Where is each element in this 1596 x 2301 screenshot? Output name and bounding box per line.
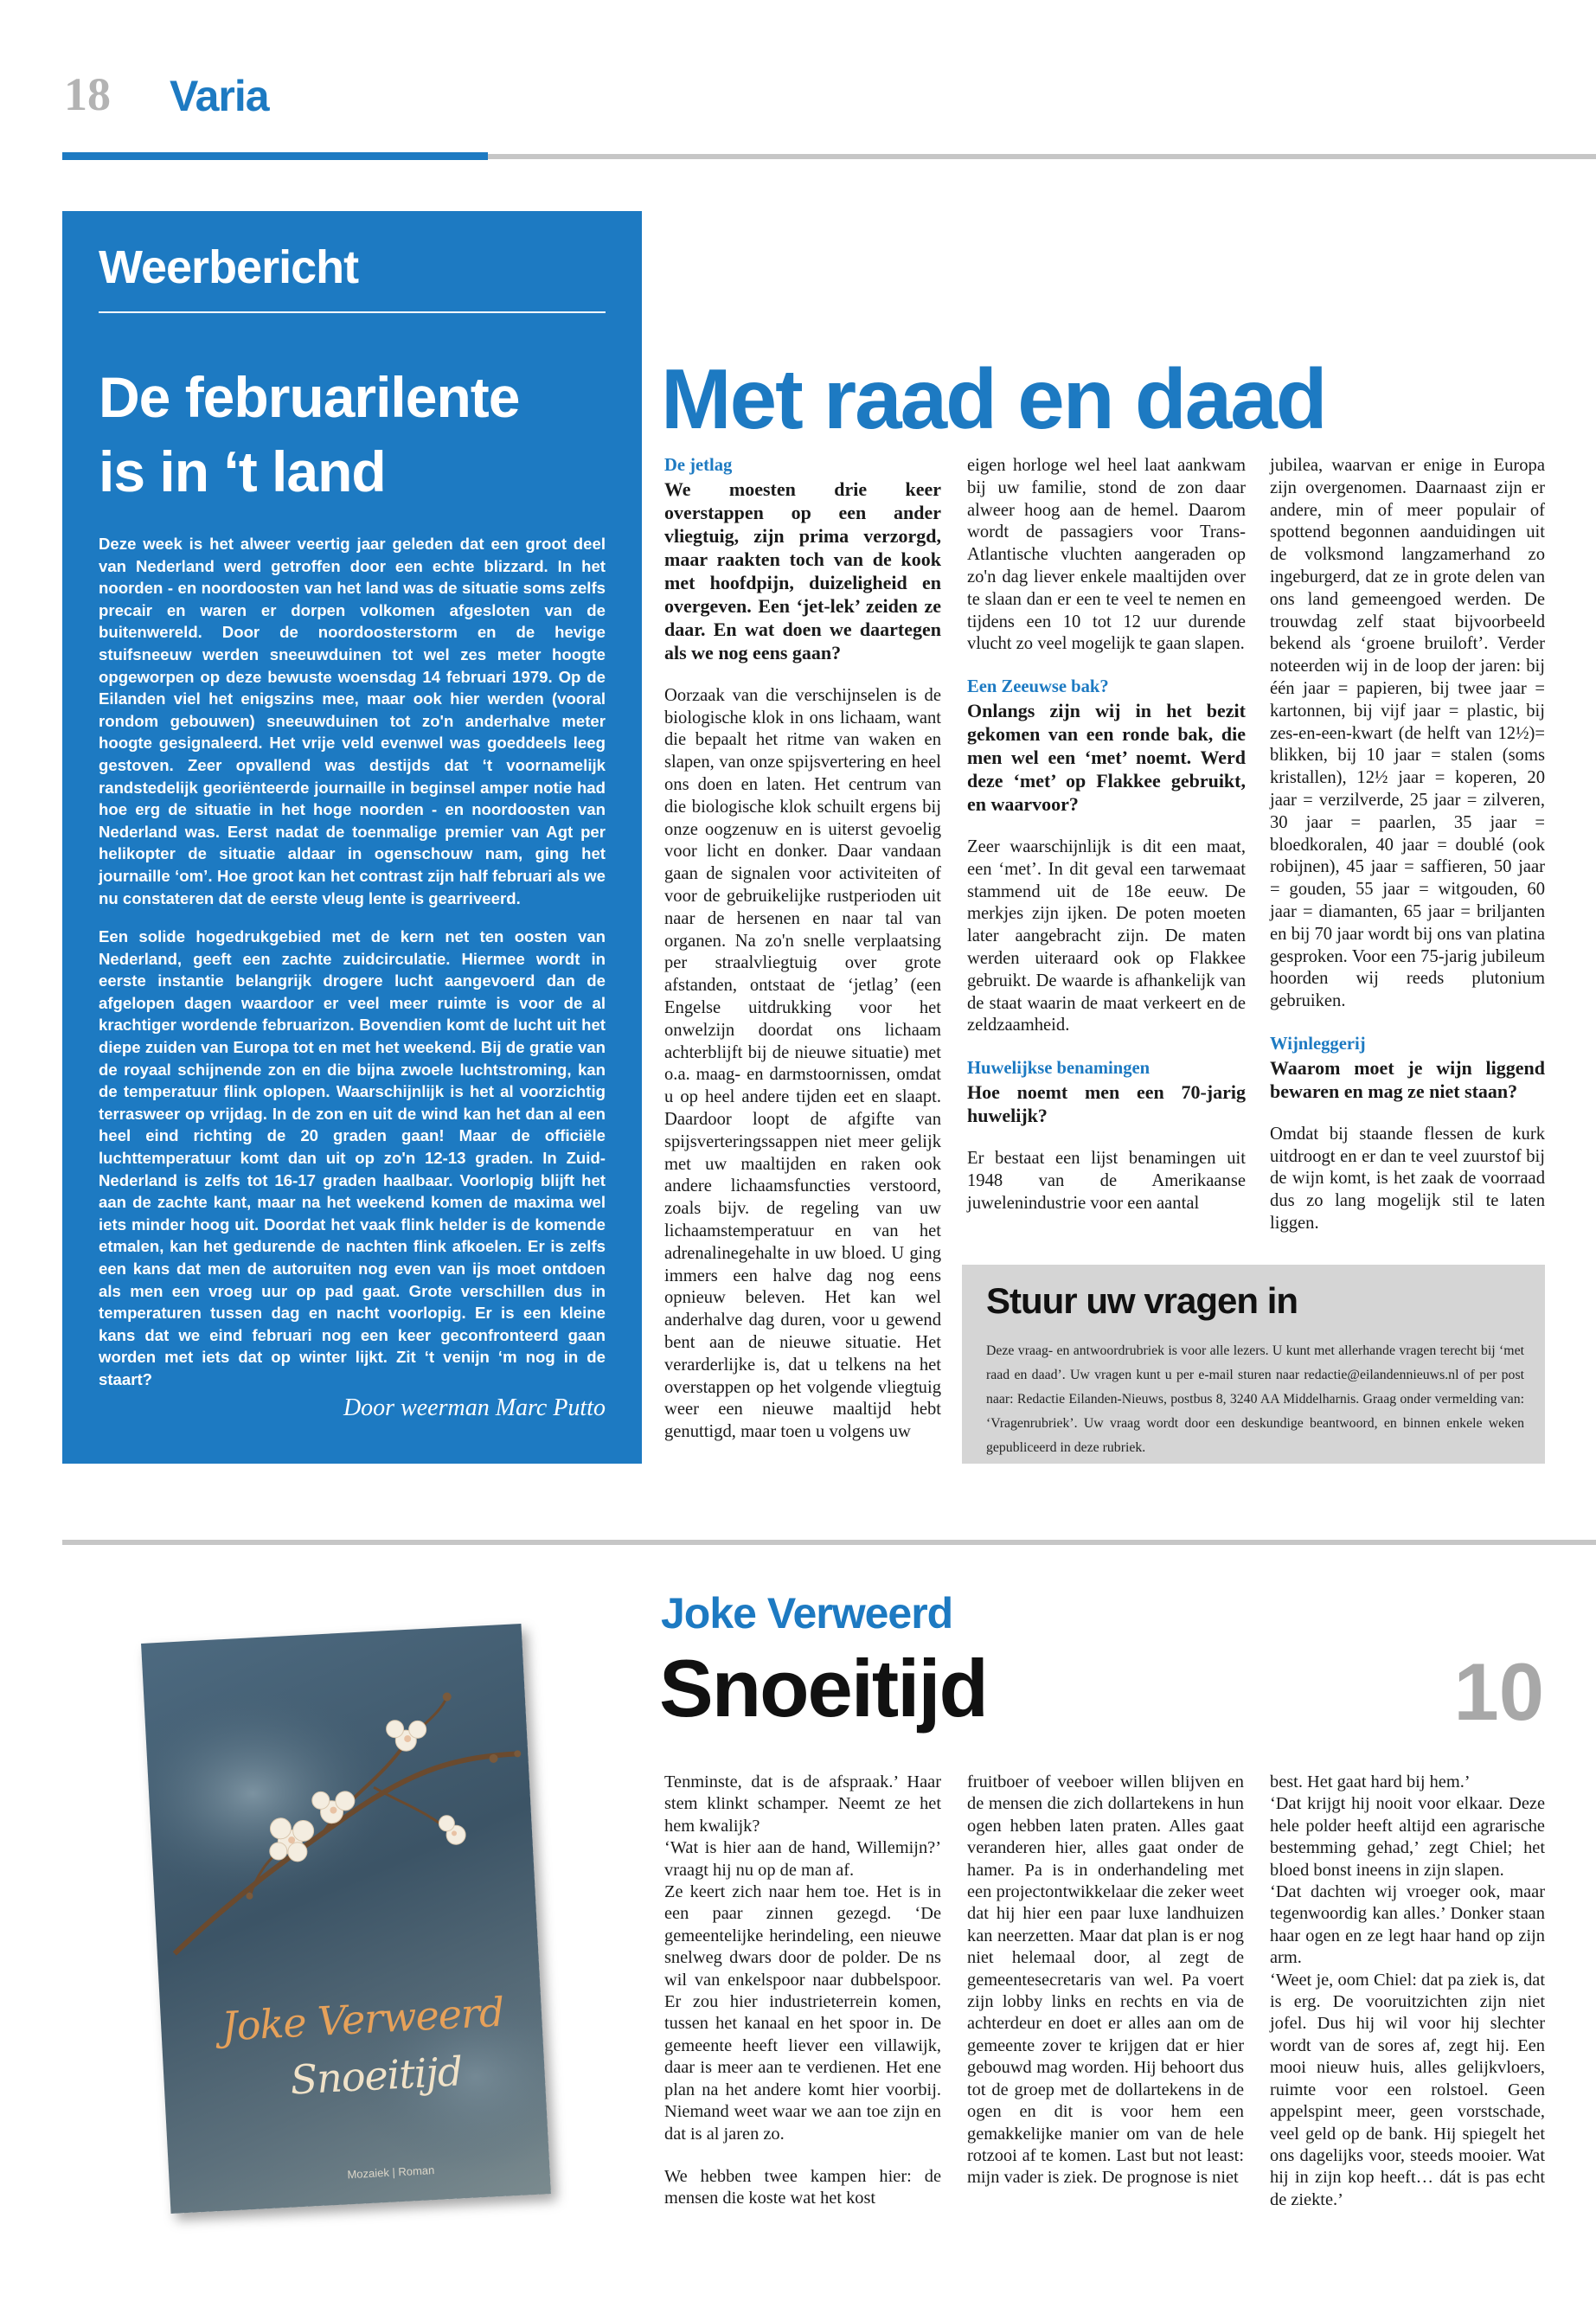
header-rule-accent <box>62 152 488 160</box>
serial-episode-number: 10 <box>1453 1646 1544 1737</box>
serial-paragraph: Ze keert zich naar hem toe. Het is in een paar zinnen gezegd. ‘De gemeentelijke herindeling, een nieuwe snelweg dwars door de polder. De ns wil van enkelspoor naar dubbelspoor. Er zou hier industrieterrein komen, tussen het kanaal en het spoor in. De gemeente heeft liever een villawijk, daar is meer aan te verdienen. Het ene plan na het andere komt hier voorbij. Niemand weet waar we aan toe zijn en dat is al jaren zo. <box>664 1882 941 2144</box>
blossom-branch-illustration <box>141 1624 551 2214</box>
question-label: Wijnleggerij <box>1270 1034 1366 1054</box>
weather-divider <box>99 311 606 313</box>
question-label: Een Zeeuwse bak? <box>967 677 1109 697</box>
serial-paragraph: fruitboer of veeboer willen blijven en de mensen die zich dollartekens in hun ogen hebben laten praten. Alles gaat veranderen hier, alles gaat onder de hamer. Pa is in onderhandeling met een projectontwikkelaar die zeker weet dat hij hier een paar luxe landhuizen kan neerzetten. Maar dat plan is er nog niet helemaal door, al zegt de gemeentesecretaris van wel. Pa voert zijn lobby links en rechts en via de achterdeur en doet er alles aan om de gemeente zover te krijgen dat er hier gebouwd mag worden. Hij behoort dus tot de groep met de dollartekens in de ogen en dit is voor hem een gemakkelijke manier om van de hele rotzooi af te komen. Last but not least: mijn vader is ziek. De prognose is niet <box>967 1772 1244 2188</box>
answer-text: Omdat bij staande flessen de kurk uitdroogt en er dan te veel zuurstof bij de wijn komt, is het zaak de voorraad dus zo lang mogelijk stil te laten liggen. <box>1270 1124 1545 1233</box>
question-label: De jetlag <box>664 456 733 475</box>
raad-column-2 <box>967 455 1246 1215</box>
answer-text: Oorzaak van die verschijnselen is de biologische klok in ons lichaam, want die bepaalt het ritme van waken en slapen, van onze spijsvertering en heel ons doen en laten. Het centrum van die biologische klok schuilt ergens bij onze oogzenuw en is uiterst gevoelig voor licht en donker. Daar vandaan gaan de signalen voor activiteiten of voor de gebruikelijke rustperioden uit naar de hersenen en naar tal van organen. Na zo'n snelle verplaatsing per straalvliegtuig over grote afstanden, ontstaat de ‘jetlag’ (een Engelse uitdrukking voor het onwelzijn doordat ons lichaam achterblijft bij de nieuwe situatie) met o.a. maag- en darmstoornissen, omdat u op heel andere tijden eet en slaapt. Daardoor loopt de afgifte van spijsverteringssappen niet meer gelijk met uw maaltijden en raken ook andere lichaamsfuncties verstoord, zoals bijv. de regeling van uw lichaamstemperatuur en van het adrenalinegehalte in uw bloed. U ging immers een halve dag nog eens opnieuw beleven. Het kan wel anderhalve dag duren, voor u gewend bent aan de nieuwe situatie. Het verarderlijke is, dat u telkens na het overstappen op het volgende vliegtuig weer een nieuwe maaltijd hebt genuttigd, maar toen u volgens uw <box>664 685 941 1442</box>
column-headline: Met raad en daad <box>661 351 1326 446</box>
serial-title: Snoeitijd <box>659 1643 987 1734</box>
weather-headline-line-2: is in ‘t land <box>99 439 386 503</box>
page-number: 18 <box>64 68 111 120</box>
weather-paragraph-1: Deze week is het alweer veertig jaar geleden dat een groot deel van Nederland werd getroffen door een echte blizzard. In het noorden - en noordoosten van het land was de situatie soms zelfs precair en waren er dorpen volkomen afgesloten van de buitenwereld. Door de noordoosterstorm en de hevige stuifsneeuw werden sneeuwduinen tot wel zes meter hoogte opgeworpen op deze bewuste woensdag 14 februari 1979. Op de Eilanden viel het enigszins mee, maar ook hier werden (vooral rondom gebouwen) sneeuwduinen tot zo'n anderhalve meter hoogte gesignaleerd. Het vrije veld evenwel was goeddeels leeg gestoven. Zeer opvallend was destijds dat ‘t voornamelijk randstedelijk georiënteerde journaille in beginsel amper notie had hoe erg de situatie in het hoge noorden - en noordoosten van Nederland was. Eerst nadat de toenmalige premier van Agt per helikopter de situatie aldaar in ogenschouw nam, ging het journaille ‘om’. Hoe groot kan het contrast zijn half februari als we nu constateren dat de eerste vleug lente is gearriveerd. <box>99 535 606 907</box>
question-text: Hoe noemt men een 70-jarig huwelijk? <box>967 1080 1246 1126</box>
weather-paragraph-2: Een solide hogedrukgebied met de kern net ten oosten van Nederland, geeft een zachte zuidcirculatie. Hiermee wordt in eerste instantie belangrijk drogere lucht aangevoerd dan de afgelopen dagen waardoor er veel meer ruimte is voor de al krachtiger wordende februarizon. Bovendien komt de lucht uit het diepe zuiden van Europa tot en met het weekend. Bij de gratie van de royaal schijnende zon en die bijna zwoele luchtstroming, kan de temperatuur flink oplopen. Waarschijnlijk is het al voorzichtig terrasweer op vrijdag. In de zon en uit de wind kan het dan al een heel eind richting de 20 graden gaan! Maar de officiële luchttemperatuur komt dan uit op zo'n 12-13 graden. In Zuid-Nederland is zelfs tot 16-17 graden haalbaar. Voorlopig blijft het aan de zachte kant, maar na het weekend komen de maxima wel iets minder hoog uit. Doordat het vaak flink helder is de komende etmalen, kan het gedurende de nachten flink afkoelen. Er is zelfs een kans dat men de autoruiten nog even van ijs moet ontdoen als men een vroeg uur op pad gaat. Grote verschillen dus in temperaturen tussen dag en nacht voorlopig. Er is een kleine kans dat we eind februari nog een keer geconfronteerd gaan worden met iets dat op winter lijkt. Zit ‘t venijn ‘m nog in de staart? <box>99 927 606 1388</box>
serial-paragraph: ‘Dat krijgt hij nooit voor elkaar. Deze hele polder heeft altijd een agrarische bestemming gehad,’ zegt Chiel; het bloed bonst ineens in zijn slapen. <box>1270 1794 1545 1880</box>
raad-column-3 <box>1270 455 1545 1235</box>
serial-paragraph: ‘Wat is hier aan de hand, Willemijn?’ vraagt hij nu op de man af. <box>664 1838 941 1880</box>
answer-text: jubilea, waarvan er enige in Europa zijn overgenomen. Daarnaast zijn er andere, min of meer populair of spottend begonnen aanduidingen uit de volksmond langzamerhand zo ingeburgerd, dat ze in grote delen van ons land gemeengoed werden. De trouwdag zelf staat bijvoorbeeld bekend als ‘groene bruiloft’. Verder noteerden wij in de loop der jaren: bij één jaar = papieren, bij twee jaar = kartonnen, bij vijf jaar = plastic, bij zes-en-een-kwart (de helft van 12½)= blikken, bij 10 jaar = stalen (soms kristallen), 12½ jaar = koperen, 20 jaar = verzilverde, 25 jaar = zilveren, 30 jaar = paarlen, 35 jaar = bloedkoralen, 40 jaar = doublé (ook robijnen), 45 jaar = saffieren, 50 jaar = gouden, 55 jaar = witgouden, 60 jaar = diamanten, 65 jaar = briljanten en bij 70 jaar wordt bij ons van platina gesproken. Voor een 75-jarig jubileum hoorden wij reeds plutonium gebruiken. <box>1270 456 1545 1011</box>
answer-text: Er bestaat een lijst benamingen uit 1948 van de Amerikaanse juwelenindustrie voor een aantal <box>967 1148 1246 1213</box>
serial-paragraph: best. Het gaat hard bij hem.’ <box>1270 1772 1471 1791</box>
weather-byline: Door weerman Marc Putto <box>343 1394 606 1421</box>
question-label: Huwelijkse benamingen <box>967 1059 1151 1079</box>
question-text: Onlangs zijn wij in het bezit gekomen van een ronde bak, die men wel een ‘met’ noemt. Werd deze ‘met’ op Flakkee gebruikt, en waarvoor? <box>967 699 1246 815</box>
serial-column-1 <box>664 1772 941 2210</box>
weather-box <box>62 211 642 1464</box>
weather-headline <box>99 360 635 509</box>
header-rule <box>488 154 1596 159</box>
serial-paragraph: We hebben twee kampen hier: de mensen die koste wat het kost <box>664 2166 941 2208</box>
serial-paragraph: ‘Dat dachten wij vroeger ook, maar tegenwoordig kan alles.’ Donker staan haar ogen en ze legt haar hand op zijn arm. <box>1270 1882 1545 1968</box>
answer-text: eigen horloge wel heel laat aankwam bij uw familie, stond de zon daar alweer hoog aan de hemel. Daarom wordt de passagiers voor Trans-Atlantische vluchten aangeraden op zo'n dag liever enkele maaltijden over te slaan dan er een te veel te nemen en tijdens een 10 tot 12 uur durende vlucht zo veel mogelijk te gaan slapen. <box>967 456 1246 654</box>
book-cover-publisher: Mozaiek | Roman <box>347 2163 435 2182</box>
serial-author: Joke Verweerd <box>661 1589 953 1638</box>
serial-column-2 <box>967 1772 1244 2189</box>
question-text: We moesten drie keer overstappen op een ander vliegtuig, zijn prima verzorgd, maar raakten toch van de kook met hoofdpijn, duizeligheid en overgeven. Een ‘jet-lek’ zeiden ze daar. En wat doen we daartegen als we nog eens gaan? <box>664 478 941 663</box>
question-text: Waarom moet je wijn liggend bewaren en mag ze niet staan? <box>1270 1056 1545 1102</box>
submit-questions-text: Deze vraag- en antwoordrubriek is voor alle lezers. U kunt met allerhande vragen terecht bij ‘met raad en daad’. Uw vragen kunt u per e-mail sturen naar redactie@eilandennieuws.nl of per post naar: Redactie Eilanden-Nieuws, postbus 8, 3240 AA Middelharnis. Graag onder vermelding van: ‘Vragenrubriek’. Uw vraag wordt door een deskundige beantwoord, en binnen enkele weken gepubliceerd in deze rubriek. <box>986 1343 1524 1455</box>
weather-headline-line-1: De februarilente <box>99 365 520 429</box>
weather-kicker: Weerbericht <box>99 241 359 293</box>
answer-text: Zeer waarschijnlijk is dit een maat, een ‘met’. In dit geval een tarwemaat stammend uit de 18e eeuw. De merkjes zijn ijken. De poten moeten later aangebracht zijn. De maten werden uiteraard ook op Flakkee gebruikt. De waarde is afhankelijk van de staat waarin de maat verkeert en de zeldzaamheid. <box>967 836 1246 1035</box>
submit-questions-box <box>962 1265 1545 1464</box>
section-divider <box>62 1540 1596 1545</box>
submit-questions-title: Stuur uw vragen in <box>986 1280 1298 1321</box>
book-cover <box>141 1624 551 2214</box>
section-title: Varia <box>170 72 269 120</box>
serial-paragraph: ‘Weet je, oom Chiel: dat pa ziek is, dat is erg. De vooruitzichten zijn niet jofel. Dus hij wil voor hij slechter wordt van de sores af, zegt hij. Een mooi nieuw huis, alles gelijkvloers, ruimte voor een rolstoel. Geen appelspint meer, geen vorstschade, veel geld op de bank. Hij spiegelt het ons dagelijks voor, steeds mooier. Wat hij in zijn kop heeft… dát is pas echt de ziekte.’ <box>1270 1970 1545 2209</box>
serial-paragraph: Tenminste, dat is de afspraak.’ Haar stem klinkt schamper. Neemt ze het hem kwalijk? <box>664 1772 941 1836</box>
raad-column-1 <box>664 455 941 1444</box>
book-cover-title: Snoeitijd <box>289 2048 464 2104</box>
serial-column-3 <box>1270 1772 1545 2211</box>
book-cover-author: Joke Verweerd <box>220 1988 505 2050</box>
